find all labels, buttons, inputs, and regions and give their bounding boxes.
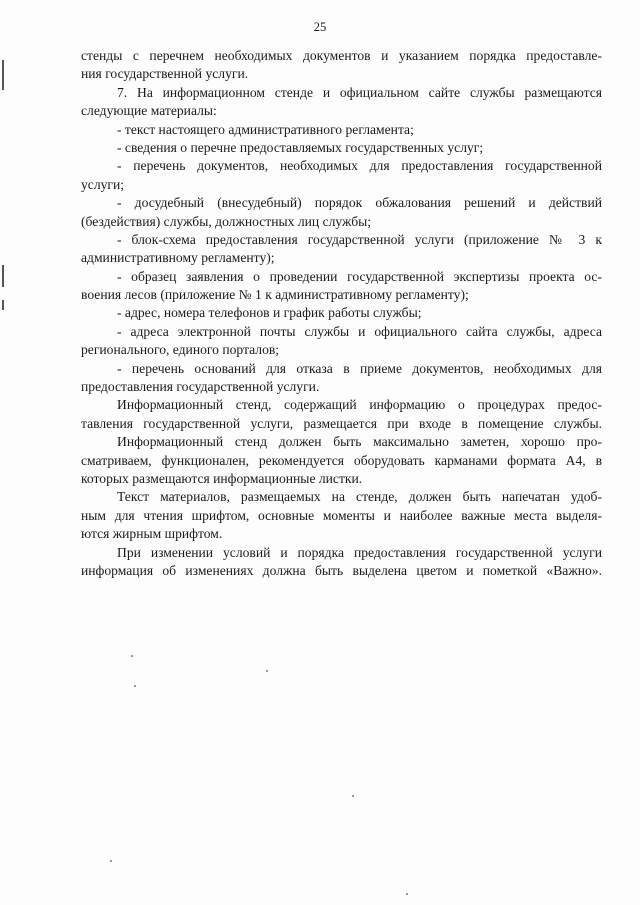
text-line: воения лесов (приложение № 1 к административному регламенту); [81,287,469,303]
scan-speck [406,893,408,895]
text-line: услуги; [81,176,125,192]
text-line: Информационный стенд, содержащий информацию о процедурах предос- [117,397,602,413]
scan-speck [131,655,133,657]
text-line: регионального, единого порталов; [81,342,280,358]
text-line: информация об изменениях должна быть выделена цветом и пометкой «Важно». [81,562,602,578]
text-line: - сведения о перечне предоставляемых государственных услуг; [117,139,484,155]
text-line: - досудебный (внесудебный) порядок обжалования решений и действий [117,195,602,211]
scan-speck [110,860,112,862]
body-text [81,47,602,580]
scan-speck [134,685,136,687]
text-line: административному регламенту); [81,250,275,266]
text-line: стенды с перечнем необходимых документов и указанием порядка предоставле- [81,48,602,63]
text-line: ния государственной услуги. [81,66,249,82]
scan-speck [266,670,268,672]
page-number: 25 [313,20,327,34]
text-line: ются жирным шрифтом. [81,526,223,542]
text-line: - блок-схема предоставления государственной услуги (приложение № 3 к [117,231,602,247]
text-line: 7. На информационном стенде и официальном сайте службы размещаются [117,84,602,100]
text-line: - текст настоящего административного регламента; [117,121,414,137]
text-line: (бездействия) службы, должностных лиц службы; [81,213,372,229]
text-line: которых размещаются информационные листки. [81,470,363,486]
scan-edge-mark [2,300,4,310]
text-line: - перечень оснований для отказа в приеме документов, необходимых для [117,360,602,376]
text-line: - адреса электронной почты службы и официального сайта службы, адреса [117,323,602,339]
text-line: тавления государственной услуги, размещается при входе в помещение службы. [81,415,602,431]
text-line: - адрес, номера телефонов и график работы службы; [117,305,422,321]
text-line: ным для чтения шрифтом, основные моменты и наиболее важные места выделя- [81,507,602,523]
text-line: - образец заявления о проведении государственной экспертизы проекта ос- [117,268,602,284]
text-line: Информационный стенд должен быть максимально заметен, хорошо про- [117,434,602,450]
text-line: следующие материалы: [81,103,217,119]
text-line: - перечень документов, необходимых для предоставления государственной [117,158,602,174]
text-line: сматриваем, функционален, рекомендуется оборудовать карманами формата А4, в [81,452,602,468]
scan-edge-mark [2,265,4,287]
text-line: Текст материалов, размещаемых на стенде, должен быть напечатан удоб- [117,489,602,505]
scan-edge-mark [2,60,4,90]
scan-speck [352,795,354,797]
text-line: При изменении условий и порядка предоставления государственной услуги [117,544,602,560]
text-line: предоставления государственной услуги. [81,379,320,395]
